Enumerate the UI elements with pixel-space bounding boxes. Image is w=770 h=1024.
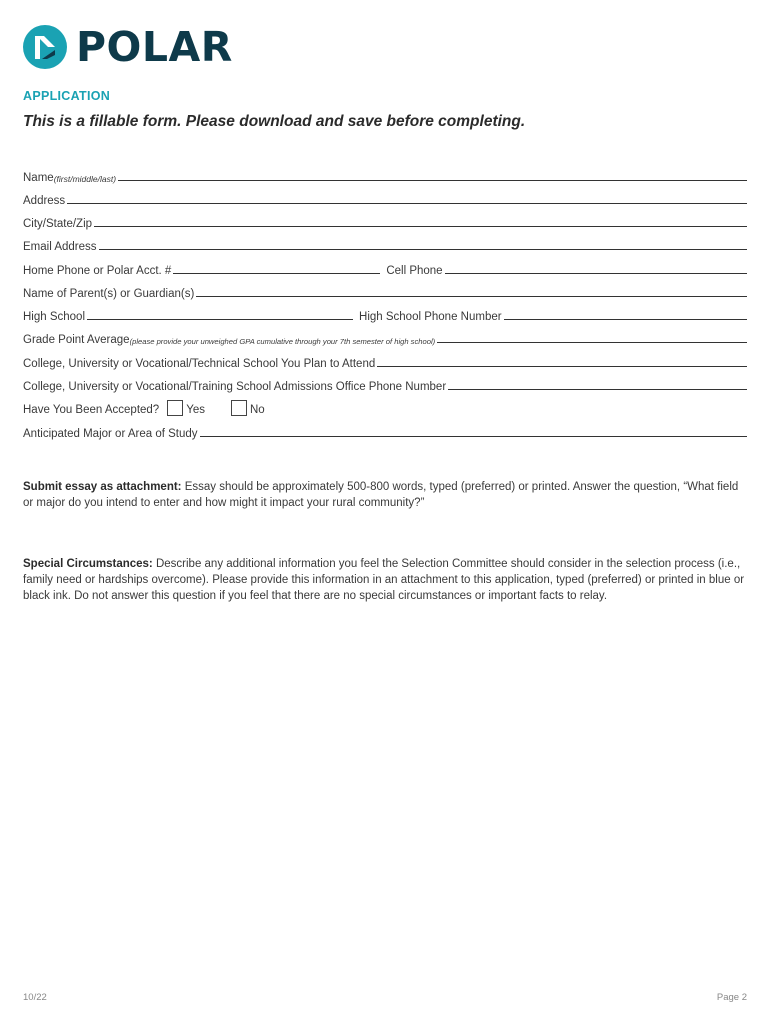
address-row bbox=[23, 191, 747, 207]
college-field[interactable] bbox=[377, 365, 747, 367]
high-school-row bbox=[23, 307, 747, 323]
accepted-yes-checkbox[interactable] bbox=[167, 400, 183, 416]
brand-name: POLAR bbox=[76, 22, 233, 71]
admissions-phone-label: College, University or Vocational/Training School Admissions Office Phone Number bbox=[23, 381, 447, 393]
gpa-label: Grade Point Average bbox=[23, 334, 130, 346]
accepted-no-label: No bbox=[249, 404, 265, 416]
name-row bbox=[23, 168, 747, 184]
parents-field[interactable] bbox=[196, 295, 747, 297]
city-state-zip-label: City/State/Zip bbox=[23, 218, 93, 230]
email-label: Email Address bbox=[23, 241, 97, 253]
parents-label: Name of Parent(s) or Guardian(s) bbox=[23, 288, 195, 300]
college-label: College, University or Vocational/Technical School You Plan to Attend bbox=[23, 358, 376, 370]
section-heading: APPLICATION bbox=[23, 89, 111, 103]
essay-lead: Submit essay as attachment: bbox=[23, 481, 182, 493]
polar-logo bbox=[22, 24, 233, 70]
high-school-phone-field[interactable] bbox=[504, 318, 747, 320]
accepted-yes-label: Yes bbox=[186, 404, 205, 416]
high-school-field[interactable] bbox=[87, 318, 353, 320]
name-label: Name bbox=[23, 172, 54, 184]
admissions-phone-row bbox=[23, 377, 747, 393]
accepted-label: Have You Been Accepted? bbox=[23, 404, 160, 416]
city-state-zip-field[interactable] bbox=[94, 225, 747, 227]
essay-instructions bbox=[23, 479, 747, 511]
email-field[interactable] bbox=[99, 248, 747, 250]
college-row bbox=[23, 354, 747, 370]
high-school-label: High School bbox=[23, 311, 86, 323]
accepted-row bbox=[23, 400, 747, 416]
special-text: Describe any additional information you feel the Selection Committee should consider in the selection process (i.e., family need or hardships overcome). Please provide this information in an attachment to this application, typed (preferred) or printed in blue or black ink. Do not answer this question if you feel that there are no special circumstances or important facts to relay. bbox=[23, 558, 745, 602]
essay-text: Essay should be approximately 500-800 words, typed (preferred) or printed. Answer the question, “What field or major do you intend to enter and how might it impact your rural community?” bbox=[23, 481, 739, 509]
home-phone-label: Home Phone or Polar Acct. # bbox=[23, 265, 172, 277]
major-field[interactable] bbox=[200, 435, 747, 437]
phone-row bbox=[23, 261, 747, 277]
high-school-phone-label: High School Phone Number bbox=[359, 311, 502, 323]
name-hint: (first/middle/last) bbox=[53, 174, 117, 184]
gpa-field[interactable] bbox=[437, 341, 747, 343]
form-instructions: This is a fillable form. Please download and save before completing. bbox=[23, 113, 526, 130]
address-label: Address bbox=[23, 195, 66, 207]
gpa-hint: (please provide your unweighed GPA cumulative through your 7th semester of high school) bbox=[129, 337, 436, 346]
parents-row bbox=[23, 284, 747, 300]
admissions-phone-field[interactable] bbox=[448, 388, 747, 390]
city-state-zip-row bbox=[23, 214, 747, 230]
home-phone-field[interactable] bbox=[173, 272, 380, 274]
major-row bbox=[23, 424, 747, 440]
special-lead: Special Circumstances: bbox=[23, 558, 153, 570]
special-circumstances bbox=[23, 556, 747, 604]
email-row bbox=[23, 237, 747, 253]
major-label: Anticipated Major or Area of Study bbox=[23, 428, 198, 440]
address-field[interactable] bbox=[67, 202, 747, 204]
footer-date: 10/22 bbox=[23, 992, 47, 1003]
name-field[interactable] bbox=[118, 179, 747, 181]
page-number: Page 2 bbox=[716, 992, 747, 1003]
cell-phone-field[interactable] bbox=[445, 272, 747, 274]
accepted-no-checkbox[interactable] bbox=[231, 400, 247, 416]
polar-logo-icon bbox=[22, 24, 68, 70]
gpa-row bbox=[23, 330, 747, 346]
cell-phone-label: Cell Phone bbox=[386, 265, 443, 277]
